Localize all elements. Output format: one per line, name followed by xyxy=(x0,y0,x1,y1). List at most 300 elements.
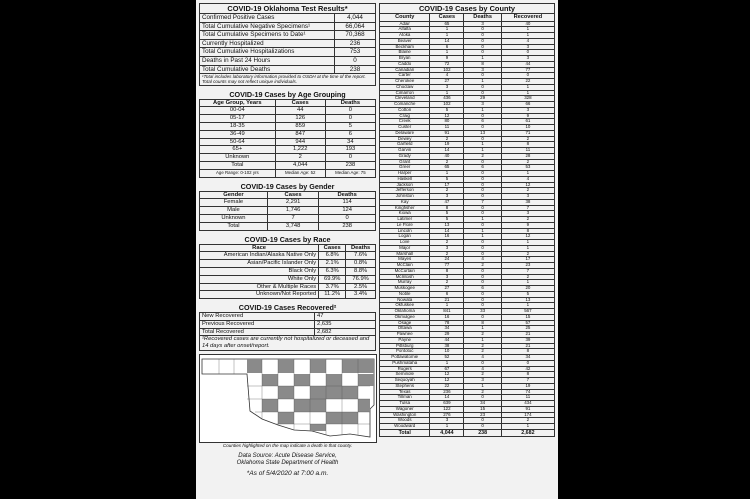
table-cell: 0 xyxy=(464,222,501,228)
test-results-table xyxy=(199,3,376,86)
table-cell: 0 xyxy=(464,291,501,297)
table-row xyxy=(200,252,376,260)
table-cell: Nowata xyxy=(380,297,430,303)
table-row xyxy=(200,275,376,283)
table-cell: 1 xyxy=(501,27,554,33)
column-header: Cases xyxy=(430,14,464,22)
table-cell: 91 xyxy=(430,130,464,136)
table-cell: 0 xyxy=(464,182,501,188)
table-cell: 639 xyxy=(430,401,464,407)
table-cell: 11 xyxy=(430,125,464,131)
table-cell: 12 xyxy=(501,234,554,240)
table-row xyxy=(200,161,376,169)
table-cell: 5 xyxy=(430,211,464,217)
table-cell: McCurtain xyxy=(380,268,430,274)
table-cell: 5 xyxy=(430,107,464,113)
table-cell: 0 xyxy=(464,90,501,96)
table-cell: Mayes xyxy=(380,257,430,263)
table-cell: 36-49 xyxy=(200,130,276,138)
table-cell: 3,748 xyxy=(267,222,318,230)
table-cell: 122 xyxy=(430,406,464,412)
table-cell: Wagoner xyxy=(380,406,430,412)
table-cell: 2 xyxy=(430,159,464,165)
test-result-label: Total Cumulative Deaths xyxy=(200,65,335,74)
test-result-value: 236 xyxy=(335,39,376,48)
table-cell: 67 xyxy=(430,366,464,372)
map-caption: Counties highlighted on the map indicate a death in that county. xyxy=(222,443,353,449)
table-cell: White Only xyxy=(200,275,319,283)
highlighted-county xyxy=(294,399,310,412)
table-cell: Total xyxy=(200,222,268,230)
table-cell: 4 xyxy=(501,176,554,182)
test-result-value: 66,064 xyxy=(335,22,376,31)
table-cell: 0 xyxy=(464,418,501,424)
column-header: County xyxy=(380,14,430,22)
test-result-value: 70,368 xyxy=(335,31,376,40)
table-cell: 0 xyxy=(464,205,501,211)
table-cell: Pontotoc xyxy=(380,349,430,355)
table-cell: 39 xyxy=(501,337,554,343)
table-cell: 3 xyxy=(501,44,554,50)
table-cell: 0 xyxy=(464,314,501,320)
table-cell: 6 xyxy=(430,291,464,297)
table-cell: Asian/Pacific Islander Only xyxy=(200,260,319,268)
table-cell: 17 xyxy=(430,182,464,188)
table-cell: 6 xyxy=(464,286,501,292)
table-cell: 2 xyxy=(501,217,554,223)
table-cell: 8.8% xyxy=(346,267,376,275)
table-cell: 0 xyxy=(464,194,501,200)
table-cell: McIntosh xyxy=(380,274,430,280)
table-cell: 12 xyxy=(430,378,464,384)
table-cell: 0 xyxy=(464,27,501,33)
column-header: Age Group, Years xyxy=(200,99,276,107)
table-cell: 1 xyxy=(464,107,501,113)
table-cell: 53 xyxy=(501,165,554,171)
table-cell: 10 xyxy=(501,125,554,131)
table-cell: 0 xyxy=(464,251,501,257)
table-row xyxy=(200,122,376,130)
age-footer-cell: Age Range: 0-102 yrs xyxy=(200,169,276,177)
table-cell: Woods xyxy=(380,418,430,424)
column-header: Cases xyxy=(275,99,325,107)
table-cell: 21 xyxy=(430,297,464,303)
table-cell: 61 xyxy=(501,119,554,125)
table-cell: 3 xyxy=(501,56,554,62)
table-cell: 2 xyxy=(464,153,501,159)
table-row xyxy=(200,291,376,299)
table-cell: 0.8% xyxy=(346,260,376,268)
age-footer-cell: Median Age: 75 xyxy=(325,169,375,177)
table-cell: 33 xyxy=(464,309,501,315)
table-cell: 3 xyxy=(501,107,554,113)
table-cell: 0 xyxy=(464,38,501,44)
table-row xyxy=(200,199,376,207)
table-cell: 25 xyxy=(501,326,554,332)
table-row xyxy=(200,146,376,154)
table-cell: Okfuskee xyxy=(380,303,430,309)
table-cell: 236 xyxy=(430,389,464,395)
table-cell: 11 xyxy=(501,148,554,154)
table-cell: 6 xyxy=(325,130,375,138)
table-cell: 80 xyxy=(430,119,464,125)
table-cell: 7 xyxy=(501,268,554,274)
table-cell: 9 xyxy=(501,113,554,119)
table-cell: Grant xyxy=(380,159,430,165)
table-cell: 1 xyxy=(501,280,554,286)
table-cell: 0 xyxy=(464,84,501,90)
table-cell: 0 xyxy=(464,176,501,182)
table-cell: 126 xyxy=(275,115,325,123)
table-cell: 11.2% xyxy=(319,291,346,299)
table-cell: 6 xyxy=(464,165,501,171)
table-cell: 2 xyxy=(464,263,501,269)
table-cell: 38 xyxy=(501,199,554,205)
table-cell: 42 xyxy=(501,366,554,372)
table-cell: 3 xyxy=(430,194,464,200)
recovered-table xyxy=(199,312,376,351)
table-cell: 0 xyxy=(464,113,501,119)
table-cell: Kingfisher xyxy=(380,205,430,211)
table-cell: Carter xyxy=(380,73,430,79)
table-cell: 74 xyxy=(501,389,554,395)
table-cell: 1 xyxy=(501,90,554,96)
table-cell: 27 xyxy=(430,79,464,85)
table-cell: 0 xyxy=(464,171,501,177)
table-cell: 16 xyxy=(430,234,464,240)
table-cell: 28 xyxy=(501,153,554,159)
table-cell: 2 xyxy=(275,154,325,162)
table-cell: 34 xyxy=(325,138,375,146)
test-result-label: Total Cumulative Hospitalizations xyxy=(200,48,335,57)
table-cell: 2,635 xyxy=(315,320,376,328)
table-cell: Jefferson xyxy=(380,188,430,194)
table-cell: 34 xyxy=(501,355,554,361)
highlighted-county xyxy=(326,412,342,424)
table-cell: 21 xyxy=(501,332,554,338)
table-cell: Alfalfa xyxy=(380,27,430,33)
table-cell: Total Recovered xyxy=(200,328,315,336)
table-cell: Osage xyxy=(380,320,430,326)
table-cell: 8 xyxy=(501,372,554,378)
as-of-date: *As of 5/4/2020 at 7:00 a.m. xyxy=(246,470,329,478)
table-cell: 6 xyxy=(464,119,501,125)
table-cell: 1 xyxy=(464,326,501,332)
table-cell: 3 xyxy=(430,418,464,424)
table-cell: Canadian xyxy=(380,67,430,73)
test-result-label: Deaths in Past 24 Hours xyxy=(200,56,335,65)
highlighted-county xyxy=(326,386,342,399)
column-header: Deaths xyxy=(319,191,376,199)
table-cell: 13 xyxy=(501,297,554,303)
test-result-value: 0 xyxy=(335,56,376,65)
column-header: Recovered xyxy=(501,14,554,22)
table-cell: Kay xyxy=(380,199,430,205)
column-header: Race xyxy=(200,244,319,252)
highlighted-county xyxy=(358,399,370,412)
table-cell: 0 xyxy=(319,214,376,222)
table-cell: Grady xyxy=(380,153,430,159)
table-cell: 567 xyxy=(501,309,554,315)
table-cell: 77 xyxy=(501,67,554,73)
table-cell: 2,682 xyxy=(315,328,376,336)
table-cell: Harper xyxy=(380,171,430,177)
table-cell: Choctaw xyxy=(380,84,430,90)
table-cell: 69.9% xyxy=(319,275,346,283)
table-cell: Caddo xyxy=(380,61,430,67)
table-row xyxy=(200,283,376,291)
table-cell: 3 xyxy=(501,194,554,200)
table-cell: 13 xyxy=(464,130,501,136)
table-cell: 34 xyxy=(430,326,464,332)
table-cell: Major xyxy=(380,245,430,251)
table-cell: Delaware xyxy=(380,130,430,136)
county-total-cell: 238 xyxy=(464,429,501,436)
table-cell: Unknown xyxy=(200,154,276,162)
table-cell: 4 xyxy=(464,257,501,263)
test-result-value: 4,044 xyxy=(335,14,376,23)
recovered-note: ²Recovered cases are currently not hospitalized or deceased and 14 days after onset/report. xyxy=(200,336,376,351)
table-cell: 0 xyxy=(501,50,554,56)
test-results-title: COVID-19 Oklahoma Test Results* xyxy=(200,4,376,14)
table-cell: Greer xyxy=(380,165,430,171)
table-cell: Tulsa xyxy=(380,401,430,407)
table-cell: 1 xyxy=(430,27,464,33)
column-header: Cases xyxy=(267,191,318,199)
table-cell: Cherokee xyxy=(380,79,430,85)
table-cell: 1 xyxy=(430,90,464,96)
table-cell: 14 xyxy=(430,228,464,234)
table-cell: 0 xyxy=(464,268,501,274)
table-cell: Male xyxy=(200,207,268,215)
table-cell: 1 xyxy=(430,360,464,366)
table-cell: 15 xyxy=(464,406,501,412)
table-cell: Craig xyxy=(380,113,430,119)
data-source xyxy=(199,453,376,467)
highlighted-county xyxy=(326,374,342,386)
table-cell: 2 xyxy=(430,251,464,257)
table-cell: 66 xyxy=(501,102,554,108)
test-result-row xyxy=(200,65,376,74)
table-cell: 1 xyxy=(501,240,554,246)
table-cell: 52 xyxy=(430,355,464,361)
table-cell: 2 xyxy=(430,136,464,142)
table-cell: Pawnee xyxy=(380,332,430,338)
table-cell: 847 xyxy=(275,130,325,138)
table-cell: 76.9% xyxy=(346,275,376,283)
oklahoma-county-map xyxy=(199,354,377,443)
table-cell: 20 xyxy=(501,286,554,292)
table-cell: 14 xyxy=(430,148,464,154)
table-cell: 2 xyxy=(464,372,501,378)
table-cell: Washington xyxy=(380,412,430,418)
table-cell: 238 xyxy=(319,222,376,230)
data-source-line2: Oklahoma State Department of Health xyxy=(236,460,339,467)
table-cell: 44 xyxy=(275,107,325,115)
table-cell: Custer xyxy=(380,125,430,131)
table-cell: 11 xyxy=(501,395,554,401)
table-cell: 17 xyxy=(501,257,554,263)
race-title: COVID-19 Cases by Race xyxy=(244,234,331,244)
table-cell: Tillman xyxy=(380,395,430,401)
table-cell: 34 xyxy=(464,401,501,407)
table-cell: 0 xyxy=(325,115,375,123)
table-cell: 4 xyxy=(430,73,464,79)
table-cell: 3 xyxy=(501,211,554,217)
table-cell: Love xyxy=(380,240,430,246)
table-cell: Sequoyah xyxy=(380,378,430,384)
table-cell: Oklahoma xyxy=(380,309,430,315)
column-header: Cases xyxy=(319,244,346,252)
table-cell: 434 xyxy=(501,401,554,407)
table-cell: 27 xyxy=(430,286,464,292)
table-cell: 50-64 xyxy=(200,138,276,146)
table-cell: 78 xyxy=(430,320,464,326)
table-row xyxy=(200,107,376,115)
table-cell: 72 xyxy=(430,61,464,67)
table-cell: 5 xyxy=(501,291,554,297)
test-result-row xyxy=(200,31,376,40)
table-cell: Atoka xyxy=(380,33,430,39)
table-cell: 4,044 xyxy=(275,161,325,169)
table-cell: New Recovered xyxy=(200,313,315,321)
table-cell: 0 xyxy=(464,211,501,217)
table-cell: 0 xyxy=(325,154,375,162)
table-cell: 65+ xyxy=(200,146,276,154)
table-cell: 22 xyxy=(430,383,464,389)
table-cell: 944 xyxy=(275,138,325,146)
table-cell: Latimer xyxy=(380,217,430,223)
table-cell: 8 xyxy=(464,320,501,326)
table-row xyxy=(200,267,376,275)
highlighted-county xyxy=(294,374,310,386)
table-row xyxy=(200,138,376,146)
highlighted-county xyxy=(310,424,326,431)
table-cell: Logan xyxy=(380,234,430,240)
highlighted-county xyxy=(310,386,326,399)
table-cell: 3 xyxy=(464,67,501,73)
county-table xyxy=(379,3,555,437)
highlighted-county xyxy=(278,412,294,424)
table-cell: 0 xyxy=(464,44,501,50)
recovered-title: COVID-19 Cases Recovered² xyxy=(238,303,337,313)
table-cell: Adair xyxy=(380,21,430,27)
table-cell: 1 xyxy=(501,33,554,39)
table-cell: 21 xyxy=(501,343,554,349)
table-cell: 44 xyxy=(501,61,554,67)
highlighted-county xyxy=(342,412,358,424)
table-cell: Seminole xyxy=(380,372,430,378)
table-cell: 19 xyxy=(430,142,464,148)
test-result-row xyxy=(200,22,376,31)
table-cell: 238 xyxy=(325,161,375,169)
table-cell: Other & Multiple Races xyxy=(200,283,319,291)
table-row xyxy=(200,130,376,138)
highlighted-county xyxy=(247,359,262,373)
table-cell: 1 xyxy=(501,303,554,309)
table-cell: 1 xyxy=(501,84,554,90)
table-cell: 3.7% xyxy=(319,283,346,291)
table-cell: 859 xyxy=(275,122,325,130)
table-cell: 12 xyxy=(430,372,464,378)
table-cell: 2,291 xyxy=(267,199,318,207)
test-result-label: Confirmed Positive Cases xyxy=(200,14,335,23)
table-row xyxy=(200,214,376,222)
table-cell: Creek xyxy=(380,119,430,125)
table-cell: 1 xyxy=(464,337,501,343)
table-cell: McClain xyxy=(380,263,430,269)
column-header: Deaths xyxy=(325,99,375,107)
table-cell: Marshall xyxy=(380,251,430,257)
table-cell: 841 xyxy=(430,309,464,315)
table-cell: 276 xyxy=(430,412,464,418)
table-cell: 1 xyxy=(501,424,554,430)
table-cell: 2 xyxy=(501,159,554,165)
table-cell: 1 xyxy=(464,148,501,154)
table-cell: Pottawatomie xyxy=(380,355,430,361)
table-cell: Pushmataha xyxy=(380,360,430,366)
table-cell: Haskell xyxy=(380,176,430,182)
table-cell: Texas xyxy=(380,389,430,395)
table-cell: 6.8% xyxy=(319,252,346,260)
table-cell: American Indian/Alaska Native Only xyxy=(200,252,319,260)
table-cell: 19 xyxy=(501,383,554,389)
table-cell: Noble xyxy=(380,291,430,297)
table-cell: 2 xyxy=(501,136,554,142)
table-cell: 5 xyxy=(430,217,464,223)
table-cell: 0 xyxy=(464,245,501,251)
table-cell: Pittsburg xyxy=(380,343,430,349)
table-cell: Rogers xyxy=(380,366,430,372)
table-cell: 2 xyxy=(464,343,501,349)
table-cell: Cotton xyxy=(380,107,430,113)
table-cell: Unknown/Not Reported xyxy=(200,291,319,299)
table-cell: Cleveland xyxy=(380,96,430,102)
age-footer-cell: Median Age: 52 xyxy=(275,169,325,177)
highlighted-county xyxy=(342,359,358,373)
table-cell: 0 xyxy=(464,240,501,246)
table-cell: Beckham xyxy=(380,44,430,50)
table-cell: 102 xyxy=(430,67,464,73)
table-cell: 2 xyxy=(501,251,554,257)
table-cell: 57 xyxy=(501,320,554,326)
table-cell: 2 xyxy=(501,274,554,280)
table-cell: 1 xyxy=(430,424,464,430)
table-cell: 0 xyxy=(501,73,554,79)
table-cell: Unknown xyxy=(200,214,268,222)
table-cell: Jackson xyxy=(380,182,430,188)
table-cell: 16 xyxy=(430,314,464,320)
test-result-row xyxy=(200,56,376,65)
table-row xyxy=(200,320,376,328)
table-cell: 12 xyxy=(430,113,464,119)
county-total-cell: 2,682 xyxy=(501,429,554,436)
table-cell: 0 xyxy=(464,360,501,366)
table-cell: 1 xyxy=(501,245,554,251)
test-results-note: ¹Total includes laboratory information provided to OSDH at the time of the report. Total counts may not reflect unique individuals. xyxy=(200,74,376,85)
table-cell: 1 xyxy=(464,383,501,389)
table-cell: 2 xyxy=(464,389,501,395)
table-cell: 124 xyxy=(319,207,376,215)
county-total-cell: Total xyxy=(380,429,430,436)
table-cell: 0 xyxy=(325,107,375,115)
table-row xyxy=(200,222,376,230)
data-source-line1: Data Source: Acute Disease Service, xyxy=(238,453,337,460)
table-cell: 2 xyxy=(430,188,464,194)
table-cell: 2 xyxy=(430,280,464,286)
table-cell: Garfield xyxy=(380,142,430,148)
table-cell: 14 xyxy=(430,38,464,44)
